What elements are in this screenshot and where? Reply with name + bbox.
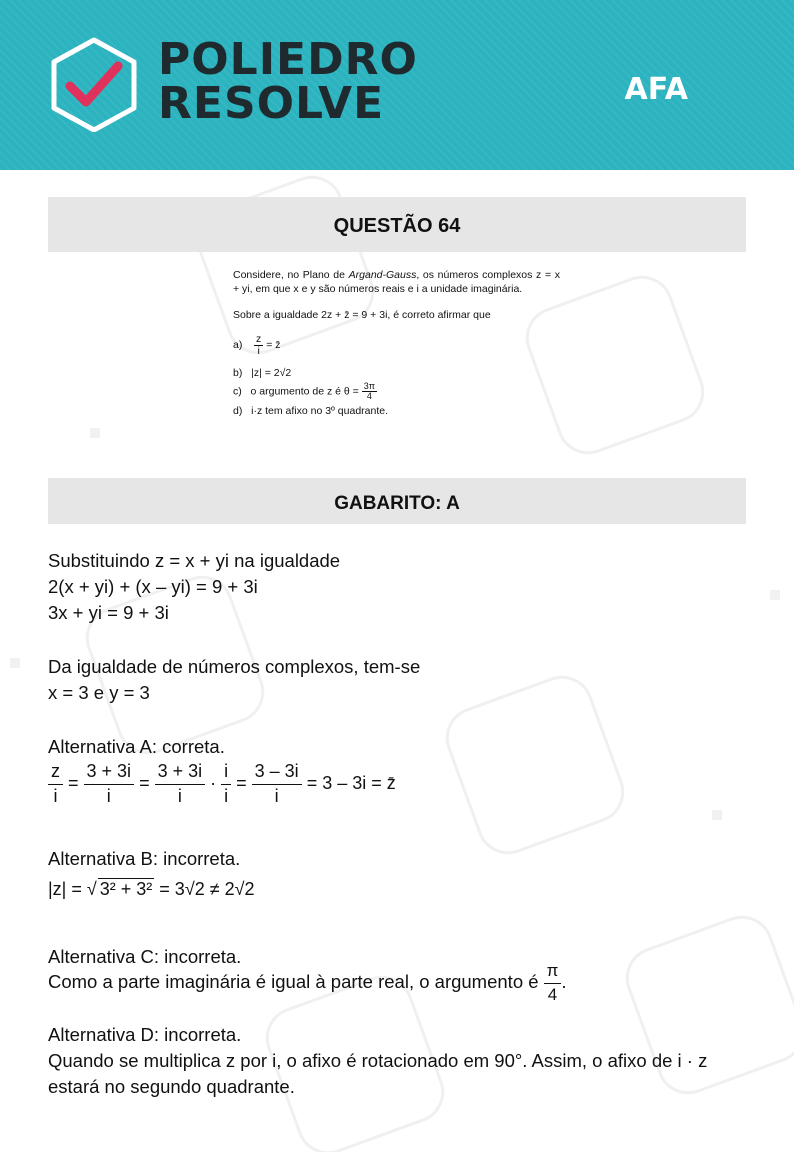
frac-5-den: i <box>274 785 279 806</box>
frac-3-den: i <box>177 785 182 806</box>
option-c-label: c) <box>233 385 242 398</box>
option-a <box>233 334 281 356</box>
option-a-label: a) <box>233 338 243 351</box>
question-title-band <box>48 197 746 252</box>
question-intro-part-1: Considere, no Plano de <box>233 269 349 281</box>
brand-line-2: RESOLVE <box>158 78 385 129</box>
answer-title-band <box>48 478 746 524</box>
option-c-numerator: 3π <box>363 381 375 391</box>
option-b-text: |z| = 2√2 <box>251 367 292 379</box>
alternative-c-den: 4 <box>547 984 558 1004</box>
option-a-fraction <box>254 334 263 356</box>
question-box <box>233 268 560 422</box>
exam-label: AFA <box>624 72 688 107</box>
brand-line-1: POLIEDRO <box>158 34 418 85</box>
frac-1-num: z <box>48 762 63 785</box>
option-b <box>233 366 291 380</box>
alternative-c-num: π <box>544 962 562 984</box>
alternative-a-tail: = 3 – 3i = z̄ <box>306 773 396 794</box>
check-logo-icon <box>48 36 140 132</box>
frac-1 <box>48 762 63 807</box>
option-d-text: i·z tem afixo no 3º quadrante. <box>251 405 389 417</box>
alternative-b-heading: Alternativa B: incorreta. <box>48 848 241 869</box>
frac-3 <box>155 762 206 807</box>
option-d <box>233 404 388 418</box>
frac-4 <box>221 762 231 807</box>
question-intro-part-2: , os números complexos z = x + yi, em que x e y são números reais e i a unidade imaginária. <box>233 269 560 295</box>
alternative-b-rhs: = 3√2 ≠ 2√2 <box>159 879 255 899</box>
alternative-a-heading: Alternativa A: correta. <box>48 736 225 757</box>
frac-2-num: 3 + 3i <box>84 762 135 785</box>
alternative-c-fraction <box>544 962 562 1004</box>
question-title: QUESTÃO 64 <box>333 215 461 237</box>
alternative-c-body: Como a parte imaginária é igual à parte real, o argumento é $\frac{\pi}{4}$ . <box>48 961 567 1004</box>
option-c <box>233 382 377 401</box>
question-options <box>233 332 560 422</box>
answer-title: GABARITO: A <box>334 493 460 514</box>
solution-line-2: 2(x + yi) + (x – yi) = 9 + 3i <box>48 576 258 597</box>
option-a-numerator: z <box>256 333 262 345</box>
alternative-d-line-2: estará no segundo quadrante. <box>48 1076 295 1097</box>
alternative-d-line-1: Quando se multiplica z por i, o afixo é rotacionado em 90°. Assim, o afixo de i · z <box>48 1050 708 1071</box>
option-d-label: d) <box>233 405 243 417</box>
header-banner <box>0 0 794 170</box>
alternative-c-text: Como a parte imaginária é igual à parte real, o argumento é <box>48 971 539 993</box>
question-intro-emphasis: Argand-Gauss <box>348 269 417 281</box>
alternative-b-lhs: |z| = √ <box>48 879 97 899</box>
frac-4-den: i <box>224 785 229 806</box>
option-c-denominator: 4 <box>366 391 372 401</box>
frac-3-num: 3 + 3i <box>155 762 206 785</box>
alternative-d-heading: Alternativa D: incorreta. <box>48 1024 242 1045</box>
solution-line-1: Substituindo z = x + yi na igualdade <box>48 550 341 571</box>
option-c-fraction <box>362 382 377 401</box>
alternative-c-heading: Alternativa C: incorreta. <box>48 946 242 967</box>
option-a-rest: = z̄ <box>266 338 281 351</box>
option-b-label: b) <box>233 367 243 379</box>
frac-5-num: 3 – 3i <box>252 762 302 785</box>
frac-2-den: i <box>106 785 111 806</box>
solution-line-5: x = 3 e y = 3 <box>48 682 150 703</box>
solution-line-4: Da igualdade de números complexos, tem-se <box>48 656 421 677</box>
alternative-a-math: $\frac{z}{i}$ = $\frac{3 + 3i}{i}$ = $\frac{3 + 3i}{i}$ · $\frac{i}{i}$ = $\frac{3 - 3i}{i}$ = 3 – 3i = z̄ <box>48 762 396 807</box>
option-a-denominator: i <box>257 344 260 357</box>
frac-4-num: i <box>221 762 231 785</box>
frac-5 <box>252 762 302 807</box>
frac-1-den: i <box>53 785 58 806</box>
question-statement: Sobre a igualdade 2z + z̄ = 9 + 3i, é correto afirmar que <box>233 309 491 321</box>
alternative-b-radicand: 3² + 3² <box>99 879 153 899</box>
brand-logo <box>158 34 418 129</box>
alternative-b-math <box>48 878 255 900</box>
frac-2 <box>84 762 135 807</box>
question-intro <box>233 268 560 296</box>
solution-line-3: 3x + yi = 9 + 3i <box>48 602 169 623</box>
option-c-text: o argumento de z é θ = <box>250 385 359 398</box>
